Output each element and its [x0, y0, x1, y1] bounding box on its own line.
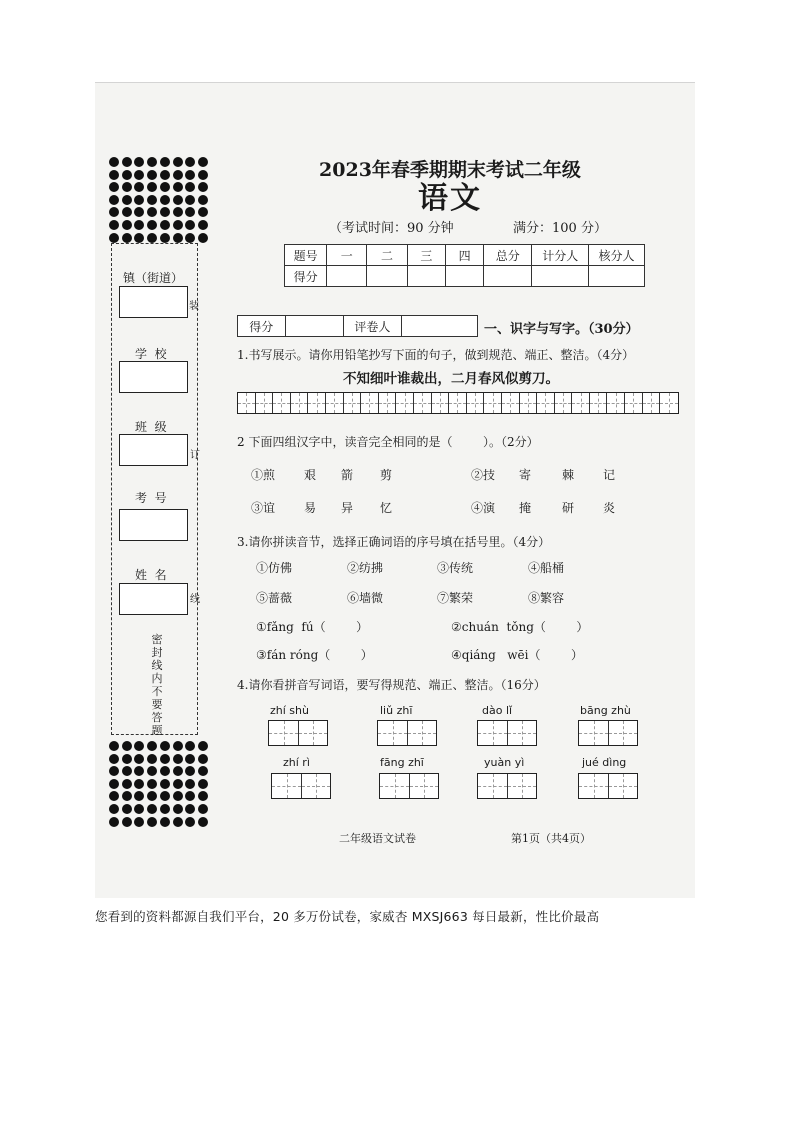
- exam-time: （考试时间：90 分钟: [329, 221, 454, 236]
- dot: [109, 233, 119, 243]
- dot: [109, 195, 119, 205]
- dot: [173, 182, 183, 192]
- writing-grid-cell[interactable]: [291, 393, 309, 413]
- q4-pinyin: zhí shù: [270, 704, 309, 717]
- footer-page-number: 第1页（共4页）: [511, 832, 591, 845]
- writing-grid-cell[interactable]: [414, 393, 432, 413]
- dot: [173, 233, 183, 243]
- q4-answer-grid[interactable]: [377, 720, 437, 746]
- q3-option: ④船桶: [528, 561, 565, 575]
- dot: [198, 754, 208, 764]
- dot: [173, 207, 183, 217]
- q2-group-4-char: 掩: [519, 501, 532, 515]
- field-box-name[interactable]: [119, 583, 188, 615]
- writing-grid-cell[interactable]: [273, 393, 291, 413]
- field-box-town[interactable]: [119, 286, 188, 318]
- dot: [185, 779, 195, 789]
- question-4-prompt: 4.请你看拼音写词语，要写得规范、端正、整洁。（16分）: [237, 678, 546, 692]
- q2-group-2-char: 棘: [562, 468, 575, 482]
- grader-score-label: 得分: [238, 316, 286, 337]
- q3-option: ⑦繁荣: [437, 591, 474, 605]
- q2-group-1-char: 艰: [304, 468, 317, 482]
- dot: [198, 233, 208, 243]
- dot: [160, 741, 170, 751]
- score-cell[interactable]: [532, 266, 589, 287]
- dot: [160, 182, 170, 192]
- score-header-cell: 计分人: [532, 245, 589, 266]
- q4-answer-grid[interactable]: [271, 773, 331, 799]
- dot: [134, 817, 144, 827]
- field-label-class: 班 级: [135, 420, 167, 434]
- dot: [173, 195, 183, 205]
- q2-group-3-char: 易: [304, 501, 317, 515]
- writing-grid-cell[interactable]: [520, 393, 538, 413]
- dot: [122, 182, 132, 192]
- writing-grid-cell[interactable]: [256, 393, 274, 413]
- dot: [147, 233, 157, 243]
- score-header-cell: 二: [367, 245, 407, 266]
- q3-option: ⑧繁容: [528, 591, 565, 605]
- dot: [198, 741, 208, 751]
- q3-blank[interactable]: ③fán róng（ ）: [256, 648, 373, 662]
- dot: [134, 233, 144, 243]
- score-row-label: 得分: [285, 266, 327, 287]
- grader-name-cell[interactable]: [402, 316, 478, 337]
- q4-answer-grid[interactable]: [268, 720, 328, 746]
- dot: [173, 754, 183, 764]
- exam-title: 2023年春季期期末考试二年级: [319, 159, 581, 181]
- writing-grid-cell[interactable]: [660, 393, 678, 413]
- writing-grid[interactable]: [237, 392, 679, 414]
- field-label-name: 姓 名: [135, 568, 167, 582]
- dot: [160, 220, 170, 230]
- q2-group-2-char: ②技: [471, 468, 496, 482]
- dot: [122, 766, 132, 776]
- q4-answer-grid[interactable]: [477, 773, 537, 799]
- score-cell[interactable]: [367, 266, 407, 287]
- dot: [122, 817, 132, 827]
- dot: [198, 157, 208, 167]
- dot: [198, 804, 208, 814]
- dot: [185, 754, 195, 764]
- writing-grid-cell[interactable]: [590, 393, 608, 413]
- dot: [147, 195, 157, 205]
- writing-grid-cell[interactable]: [432, 393, 450, 413]
- q4-answer-grid[interactable]: [578, 773, 638, 799]
- dot: [198, 779, 208, 789]
- q4-pinyin: dào lǐ: [482, 704, 513, 717]
- q2-group-1-char: ①煎: [251, 468, 276, 482]
- dot: [122, 220, 132, 230]
- score-table: [284, 244, 645, 287]
- dot: [198, 170, 208, 180]
- score-cell[interactable]: [484, 266, 532, 287]
- writing-grid-cell[interactable]: [555, 393, 573, 413]
- dot: [173, 220, 183, 230]
- q4-answer-grid[interactable]: [379, 773, 439, 799]
- dot: [160, 195, 170, 205]
- dot: [147, 170, 157, 180]
- dot: [160, 804, 170, 814]
- dot: [185, 817, 195, 827]
- dot: [109, 741, 119, 751]
- writing-grid-cell[interactable]: [396, 393, 414, 413]
- field-label-town: 镇（街道）: [123, 271, 184, 285]
- dot: [147, 754, 157, 764]
- dot: [185, 170, 195, 180]
- score-header-cell: 四: [445, 245, 483, 266]
- dot: [160, 170, 170, 180]
- dot: [122, 779, 132, 789]
- score-header-cell: 题号: [285, 245, 327, 266]
- writing-grid-cell[interactable]: [572, 393, 590, 413]
- binding-mark-zhuang: 装: [189, 301, 199, 312]
- q3-blank[interactable]: ④qiáng wēi（ ）: [451, 648, 584, 662]
- q3-option: ③传统: [437, 561, 474, 575]
- writing-grid-cell[interactable]: [326, 393, 344, 413]
- dot: [122, 157, 132, 167]
- section-1-heading: 一、识字与写字。（30分）: [484, 322, 639, 337]
- dot: [147, 817, 157, 827]
- q4-pinyin: liǔ zhī: [380, 704, 413, 717]
- dot: [173, 779, 183, 789]
- q2-group-3-char: 忆: [380, 501, 393, 515]
- q2-group-1-char: 剪: [380, 468, 393, 482]
- q3-option: ⑥墙微: [347, 591, 384, 605]
- dot: [173, 741, 183, 751]
- dot: [122, 195, 132, 205]
- score-cell[interactable]: [589, 266, 645, 287]
- dot: [198, 817, 208, 827]
- writing-grid-cell[interactable]: [361, 393, 379, 413]
- grader-score-cell[interactable]: [285, 316, 343, 337]
- score-header-cell: 一: [327, 245, 367, 266]
- exam-full-score: 满分：100 分）: [513, 221, 607, 236]
- writing-grid-cell[interactable]: [643, 393, 661, 413]
- writing-grid-cell[interactable]: [344, 393, 362, 413]
- q2-group-3-char: ③谊: [251, 501, 276, 515]
- writing-grid-cell[interactable]: [607, 393, 625, 413]
- q2-group-4-char: ④演: [471, 501, 496, 515]
- writing-grid-cell[interactable]: [484, 393, 502, 413]
- dot: [134, 754, 144, 764]
- score-header-cell: 三: [407, 245, 445, 266]
- dot: [122, 170, 132, 180]
- q4-pinyin: jué dìng: [582, 756, 627, 769]
- score-table-header-row: [285, 245, 645, 266]
- q4-pinyin: zhí rì: [283, 756, 310, 769]
- q2-group-2-char: 寄: [519, 468, 532, 482]
- dot: [122, 233, 132, 243]
- q2-group-3-char: 异: [341, 501, 354, 515]
- q2-group-2-char: 记: [603, 468, 616, 482]
- field-box-exam-number[interactable]: [119, 509, 188, 541]
- dot: [198, 220, 208, 230]
- score-table-score-row: [285, 266, 645, 287]
- writing-grid-cell[interactable]: [379, 393, 397, 413]
- score-header-cell: 核分人: [589, 245, 645, 266]
- q3-blank[interactable]: ①fǎng fú（ ）: [256, 620, 369, 634]
- dot: [160, 233, 170, 243]
- dot: [160, 817, 170, 827]
- writing-grid-cell[interactable]: [449, 393, 467, 413]
- dot: [147, 779, 157, 789]
- dot: [109, 754, 119, 764]
- score-cell[interactable]: [327, 266, 367, 287]
- q3-option: ①仿佛: [256, 561, 293, 575]
- q4-answer-grid[interactable]: [477, 720, 537, 746]
- q4-pinyin: yuàn yì: [484, 756, 525, 769]
- binding-mark-ding: 订: [190, 450, 200, 461]
- writing-grid-cell[interactable]: [625, 393, 643, 413]
- question-1-sentence: 不知细叶谁裁出，二月春风似剪刀。: [343, 371, 559, 387]
- writing-grid-cell[interactable]: [502, 393, 520, 413]
- dot: [173, 804, 183, 814]
- dot: [185, 195, 195, 205]
- grader-table: [237, 315, 478, 337]
- question-3-prompt: 3.请你拼读音节，选择正确词语的序号填在括号里。（4分）: [237, 535, 551, 549]
- dot: [122, 741, 132, 751]
- dot: [122, 754, 132, 764]
- writing-grid-cell[interactable]: [467, 393, 485, 413]
- q4-pinyin: fāng zhī: [380, 756, 424, 769]
- dot: [134, 170, 144, 180]
- dot: [160, 754, 170, 764]
- dot: [109, 817, 119, 827]
- grader-name-label: 评卷人: [343, 316, 401, 337]
- q4-answer-grid[interactable]: [578, 720, 638, 746]
- dot: [173, 157, 183, 167]
- score-cell[interactable]: [445, 266, 483, 287]
- platform-note: 您看到的资料都源自我们平台，20 多万份试卷，家威杏 MXSJ663 每日最新，性比价最高: [95, 909, 600, 924]
- question-2-prompt: 2 下面四组汉字中，读音完全相同的是（ ）。（2分）: [237, 435, 539, 449]
- q2-group-4-char: 研: [562, 501, 575, 515]
- dot: [160, 766, 170, 776]
- dot: [160, 779, 170, 789]
- dot: [109, 804, 119, 814]
- binding-mark-xian: 线: [190, 594, 200, 605]
- field-box-class[interactable]: [119, 434, 188, 466]
- field-box-school[interactable]: [119, 361, 188, 393]
- dot: [160, 157, 170, 167]
- footer-paper-name: 二年级语文试卷: [339, 832, 416, 845]
- dot: [185, 233, 195, 243]
- score-cell[interactable]: [407, 266, 445, 287]
- writing-grid-cell[interactable]: [537, 393, 555, 413]
- question-1-prompt: 1.书写展示。请你用铅笔抄写下面的句子，做到规范、端正、整洁。（4分）: [237, 348, 635, 362]
- dot: [173, 766, 183, 776]
- q4-pinyin: bāng zhù: [580, 704, 631, 717]
- writing-grid-cell[interactable]: [308, 393, 326, 413]
- dot: [173, 170, 183, 180]
- dot: [122, 804, 132, 814]
- dot: [173, 791, 183, 801]
- exam-subject: 语文: [418, 181, 482, 216]
- score-header-cell: 总分: [484, 245, 532, 266]
- q2-group-1-char: 箭: [341, 468, 354, 482]
- q3-option: ⑤蔷薇: [256, 591, 293, 605]
- seal-line-note: 密封线内不要答题: [151, 633, 163, 737]
- q3-blank[interactable]: ②chuán tǒng（ ）: [451, 620, 589, 634]
- field-label-school: 学 校: [135, 347, 167, 361]
- dot: [173, 817, 183, 827]
- dot: [198, 195, 208, 205]
- dot: [109, 779, 119, 789]
- q3-option: ②纺拂: [347, 561, 384, 575]
- field-label-exam-number: 考 号: [135, 491, 167, 505]
- dot: [109, 157, 119, 167]
- writing-grid-cell[interactable]: [238, 393, 256, 413]
- q2-group-4-char: 炎: [603, 501, 616, 515]
- dot: [109, 220, 119, 230]
- dot: [109, 170, 119, 180]
